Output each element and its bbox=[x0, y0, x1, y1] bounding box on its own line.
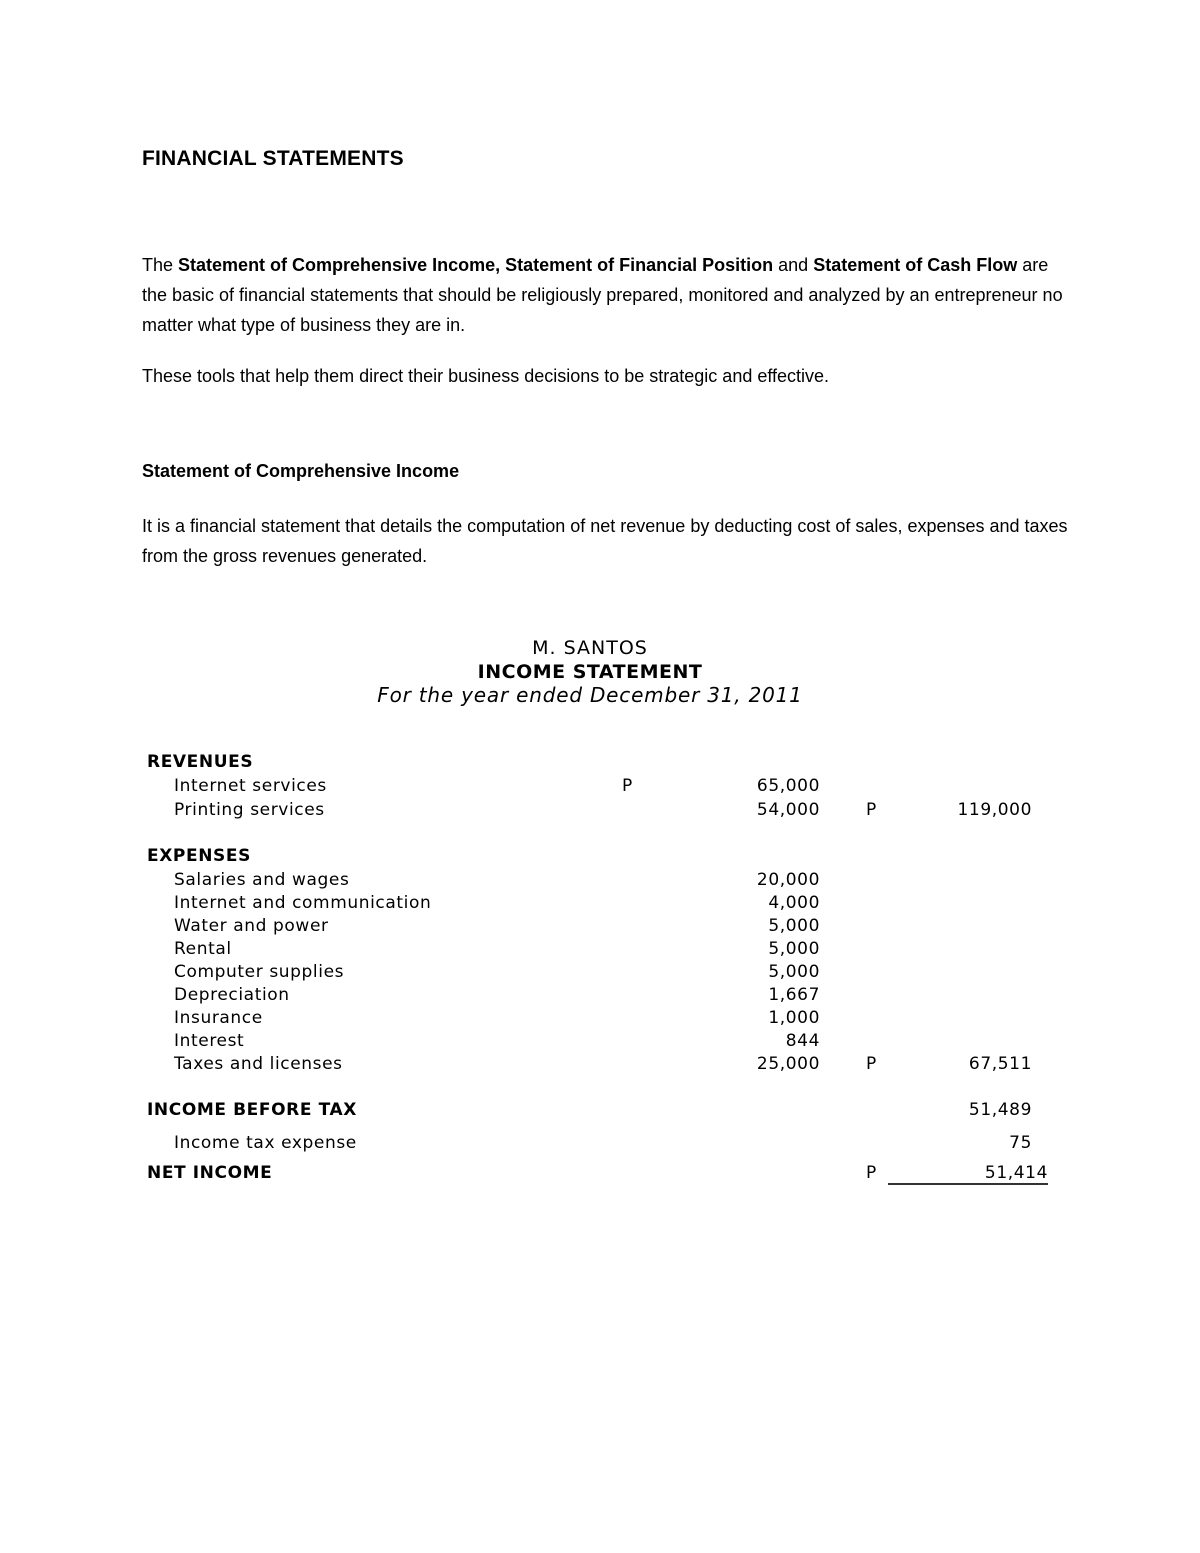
row-amount: 5,000 bbox=[768, 962, 820, 982]
row-amount: 5,000 bbox=[768, 939, 820, 959]
intro-text-3: are the basic of financial statements that should be religiously prepared, monitored and analyzed by an entrepreneur no matter what type of business they are in. bbox=[142, 255, 1063, 335]
income-tax-label: Income tax expense bbox=[174, 1133, 357, 1153]
table-row bbox=[0, 893, 1200, 917]
intro-bold-2: Statement of Cash Flow bbox=[813, 255, 1018, 275]
row-label: Salaries and wages bbox=[174, 870, 350, 890]
table-row bbox=[0, 1008, 1200, 1032]
row-label: Internet services bbox=[174, 776, 327, 796]
row-amount: 1,000 bbox=[768, 1008, 820, 1028]
net-income-amount: 51,414 bbox=[888, 1163, 1048, 1185]
intro-bold-1: Statement of Comprehensive Income, Statement of Financial Position bbox=[178, 255, 774, 275]
row-label: Depreciation bbox=[174, 985, 290, 1005]
total-currency-symbol: P bbox=[866, 1054, 877, 1074]
row-amount: 25,000 bbox=[756, 1054, 820, 1074]
row-label: Water and power bbox=[174, 916, 329, 936]
row-amount: 844 bbox=[785, 1031, 820, 1051]
row-label: Taxes and licenses bbox=[174, 1054, 343, 1074]
row-amount: 20,000 bbox=[756, 870, 820, 890]
section-heading: Statement of Comprehensive Income bbox=[142, 461, 460, 481]
row-amount: 4,000 bbox=[768, 893, 820, 913]
currency-symbol: P bbox=[622, 776, 633, 796]
expenses-section-row bbox=[0, 846, 1200, 870]
table-row bbox=[0, 776, 1200, 800]
row-amount: 5,000 bbox=[768, 916, 820, 936]
expenses-total: 67,511 bbox=[968, 1054, 1032, 1074]
row-label: Computer supplies bbox=[174, 962, 345, 982]
net-income-row bbox=[0, 1163, 1200, 1187]
income-before-tax-amount: 51,489 bbox=[968, 1100, 1032, 1120]
intro-text-1: The bbox=[142, 255, 179, 275]
row-label: Rental bbox=[174, 939, 232, 959]
row-label: Internet and communication bbox=[174, 893, 432, 913]
row-amount: 1,667 bbox=[768, 985, 820, 1005]
page-title: FINANCIAL STATEMENTS bbox=[142, 147, 404, 170]
table-row bbox=[0, 939, 1200, 963]
income-before-tax-label: INCOME BEFORE TAX bbox=[147, 1100, 357, 1120]
table-row bbox=[0, 985, 1200, 1009]
table-row bbox=[0, 1031, 1200, 1055]
revenues-total: 119,000 bbox=[957, 800, 1032, 820]
row-label: Interest bbox=[174, 1031, 245, 1051]
row-amount: 65,000 bbox=[756, 776, 820, 796]
total-currency-symbol: P bbox=[866, 800, 877, 820]
net-income-currency: P bbox=[866, 1163, 877, 1183]
row-amount: 54,000 bbox=[756, 800, 820, 820]
row-label: Printing services bbox=[174, 800, 325, 820]
tools-paragraph: These tools that help them direct their business decisions to be strategic and effective. bbox=[142, 366, 830, 386]
table-row bbox=[0, 870, 1200, 894]
statement-period: For the year ended December 31, 2011 bbox=[377, 683, 803, 707]
net-income-label: NET INCOME bbox=[147, 1163, 273, 1183]
table-row bbox=[0, 1054, 1200, 1078]
statement-company: M. SANTOS bbox=[532, 637, 648, 659]
table-row bbox=[0, 916, 1200, 940]
section-paragraph: It is a financial statement that details the computation of net revenue by deducting cost of sales, expenses and taxes from the gross revenues generated. bbox=[142, 516, 1068, 566]
intro-text-2: and bbox=[773, 255, 814, 275]
income-tax-row bbox=[0, 1133, 1200, 1157]
income-tax-amount: 75 bbox=[1009, 1133, 1032, 1153]
revenues-label: REVENUES bbox=[147, 752, 254, 772]
table-row bbox=[0, 962, 1200, 986]
statement-title: INCOME STATEMENT bbox=[477, 661, 703, 683]
revenues-section-row bbox=[0, 752, 1200, 776]
income-before-tax-row bbox=[0, 1100, 1200, 1124]
table-row bbox=[0, 800, 1200, 824]
row-label: Insurance bbox=[174, 1008, 263, 1028]
expenses-label: EXPENSES bbox=[147, 846, 251, 866]
